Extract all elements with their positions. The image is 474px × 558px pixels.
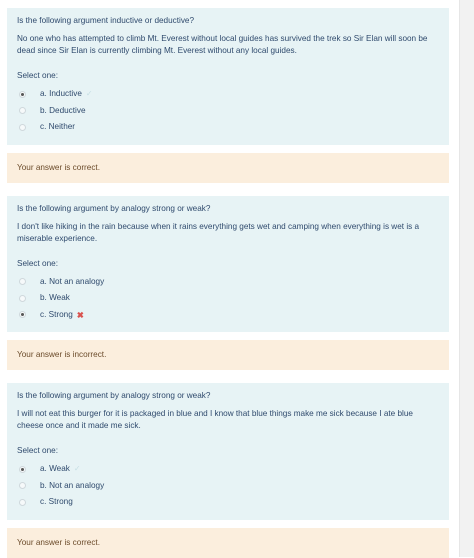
question-card-3 xyxy=(7,383,449,520)
answer-label: c. Neither xyxy=(40,122,76,132)
question-body: I don't like hiking in the rain because when it rains everything gets wet and camping when everything is wet is a miserable experience. xyxy=(17,221,420,243)
answer-label: b. Not an analogy xyxy=(40,480,105,490)
answer-label: a. Not an analogy xyxy=(40,276,105,286)
radio-button[interactable] xyxy=(19,278,26,285)
answer-option[interactable] xyxy=(17,494,439,511)
answer-label: c. Strong xyxy=(40,497,73,507)
question-prompt: Is the following argument by analogy strong or weak? xyxy=(17,391,211,400)
incorrect-x-icon: ✖ xyxy=(76,309,84,320)
feedback-box: Your answer is correct. xyxy=(7,153,449,183)
radio-button[interactable] xyxy=(19,124,26,131)
question-card-1 xyxy=(7,8,449,145)
select-one-label: Select one: xyxy=(17,258,58,268)
question-prompt: Is the following argument by analogy strong or weak? xyxy=(17,203,211,213)
answer-label: a. Inductive xyxy=(40,89,82,99)
answer-option[interactable] xyxy=(17,478,439,495)
select-one-label: Select one: xyxy=(17,446,58,455)
question-prompt: Is the following argument inductive or deductive? xyxy=(17,16,195,25)
answer-option[interactable] xyxy=(17,86,439,103)
correct-check-icon: ✓ xyxy=(85,89,93,99)
answer-list xyxy=(17,86,439,136)
answer-label: b. Deductive xyxy=(40,105,86,115)
select-one-label: Select one: xyxy=(17,71,58,80)
answer-option[interactable] xyxy=(17,461,439,478)
answer-option[interactable] xyxy=(17,119,439,136)
answer-option[interactable] xyxy=(17,290,439,307)
answer-label: a. Weak xyxy=(40,464,70,474)
feedback-box: Your answer is correct. xyxy=(7,528,449,558)
radio-button-selected[interactable] xyxy=(19,91,26,98)
answer-label: b. Weak xyxy=(40,293,70,303)
answer-label: c. Strong xyxy=(40,309,73,319)
question-body: I will not eat this burger for it is packaged in blue and I know that blue things make me sick because I ate blue cheese once and it made me sick. xyxy=(17,409,413,430)
radio-button[interactable] xyxy=(19,107,26,114)
scrollbar-track[interactable] xyxy=(459,0,474,557)
radio-button-selected[interactable] xyxy=(19,311,26,318)
answer-option[interactable] xyxy=(17,274,439,291)
radio-button[interactable] xyxy=(19,482,26,489)
radio-button-selected[interactable] xyxy=(19,466,26,473)
question-body: No one who has attempted to climb Mt. Everest without local guides has survived the trek so Sir Elan will soon be dead since Sir Elan is currently climbing Mt. Everest without any local guides. xyxy=(17,34,428,55)
answer-list xyxy=(17,274,439,324)
question-card-2 xyxy=(7,196,449,333)
feedback-box: Your answer is incorrect. xyxy=(7,340,449,370)
answer-option[interactable] xyxy=(17,103,439,120)
radio-button[interactable] xyxy=(19,499,26,506)
radio-button[interactable] xyxy=(19,295,26,302)
correct-check-icon: ✓ xyxy=(73,464,81,474)
answer-list xyxy=(17,461,439,511)
answer-option[interactable] xyxy=(17,307,439,324)
